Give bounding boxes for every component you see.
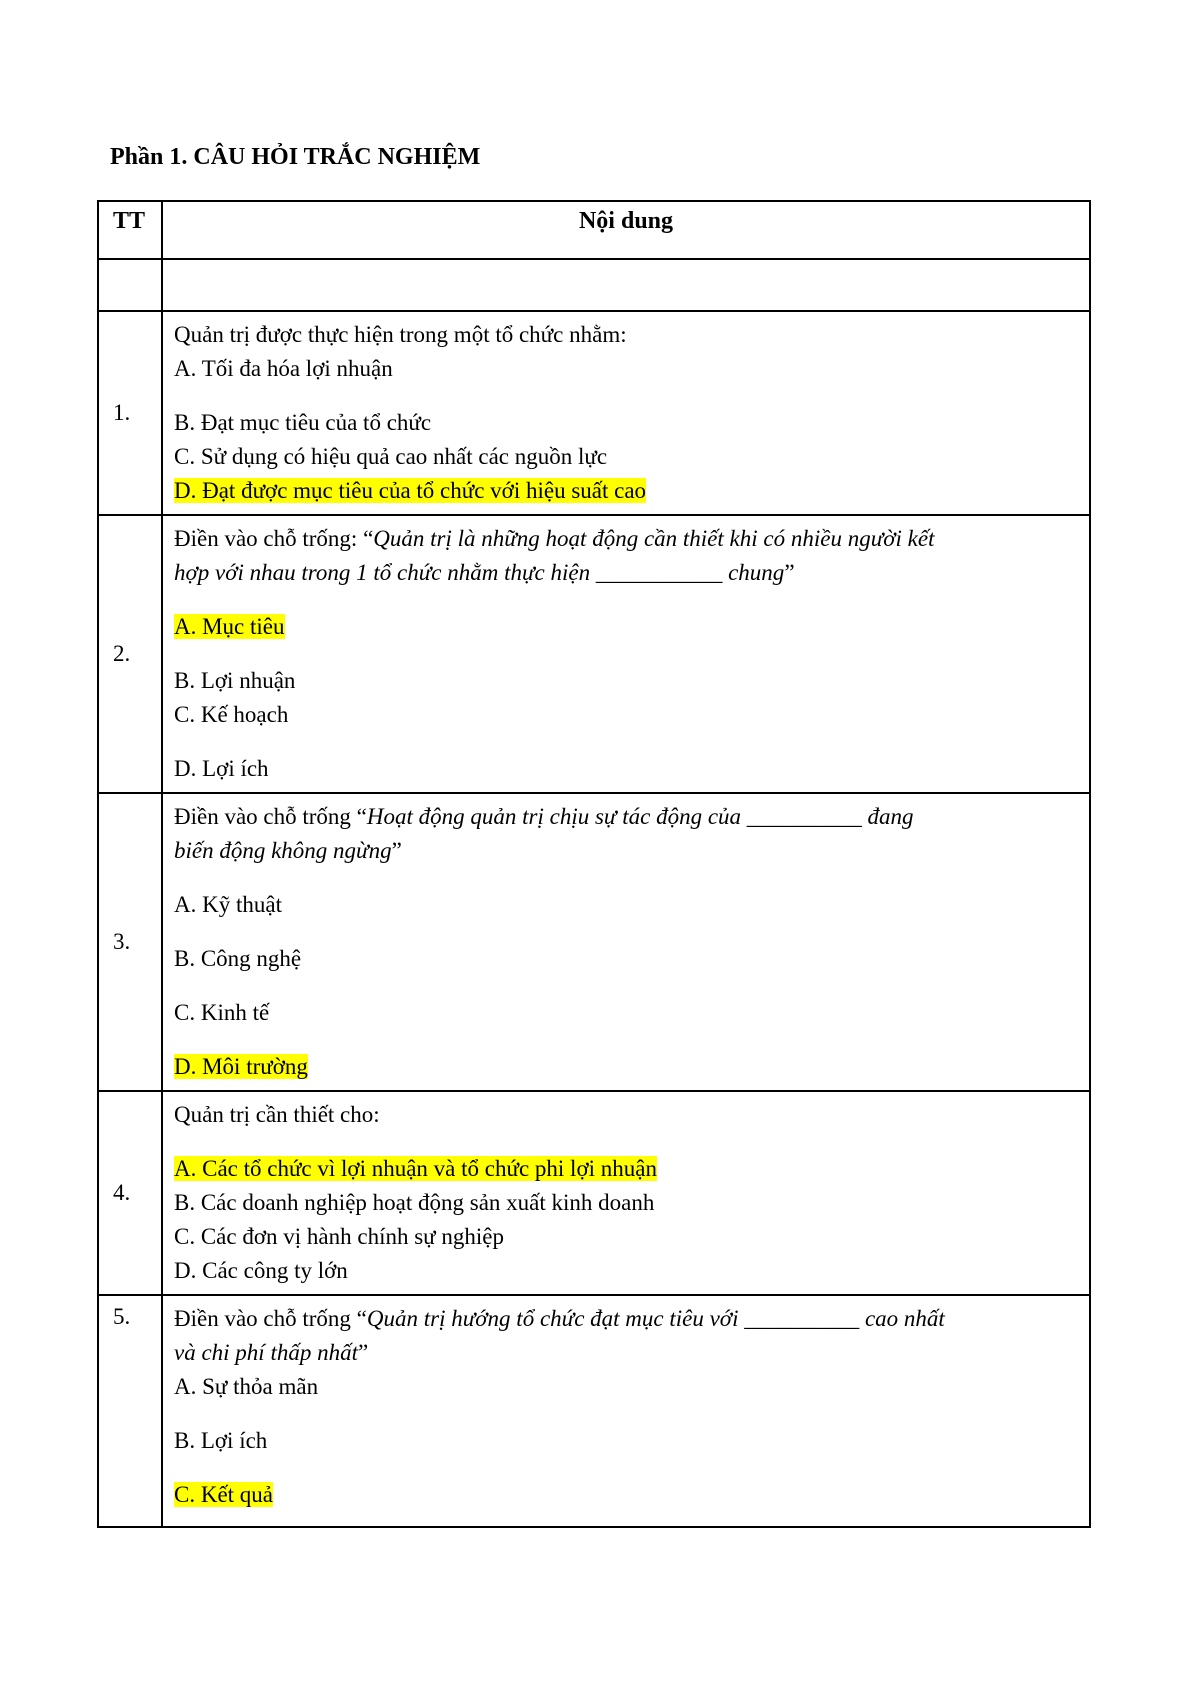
section-heading: Phần 1. CÂU HỎI TRẮC NGHIỆM: [110, 144, 481, 170]
question-number: 1.: [98, 311, 162, 515]
question-prompt-line-1: Điền vào chỗ trống: “Quản trị là những hoạt động cần thiết khi có nhiều người kết: [174, 526, 935, 551]
option-b: B. Lợi ích: [174, 1428, 268, 1453]
question-row: [98, 793, 1090, 1091]
empty-row: [98, 259, 1090, 311]
option-a-highlighted: A. Mục tiêu: [174, 614, 285, 639]
empty-cell-tt: [98, 259, 162, 311]
table-header-row: [98, 201, 1090, 259]
question-content: [162, 515, 1090, 793]
option-d: D. Lợi ích: [174, 756, 269, 781]
question-row: [98, 1091, 1090, 1295]
option-c: C. Các đơn vị hành chính sự nghiệp: [174, 1224, 504, 1249]
option-d-highlighted: D. Môi trường: [174, 1054, 308, 1079]
option-c: C. Sử dụng có hiệu quả cao nhất các nguồn lực: [174, 444, 608, 469]
question-number: 5.: [98, 1295, 162, 1527]
question-content: [162, 793, 1090, 1091]
option-a: A. Kỹ thuật: [174, 892, 282, 917]
header-content: Nội dung: [162, 201, 1090, 259]
question-prompt: Quản trị cần thiết cho:: [174, 1102, 380, 1127]
option-c: C. Kinh tế: [174, 1000, 270, 1025]
question-prompt-line-2: hợp với nhau trong 1 tổ chức nhằm thực hiện ___________ chung”: [174, 560, 795, 585]
option-b: B. Công nghệ: [174, 946, 302, 971]
question-prompt-line-2: biến động không ngừng”: [174, 838, 402, 863]
question-row: [98, 1295, 1090, 1527]
empty-cell-content: [162, 259, 1090, 311]
question-number: 2.: [98, 515, 162, 793]
question-row: [98, 515, 1090, 793]
option-a-highlighted: A. Các tổ chức vì lợi nhuận và tổ chức phi lợi nhuận: [174, 1156, 657, 1181]
option-a: A. Tối đa hóa lợi nhuận: [174, 356, 393, 381]
option-d: D. Các công ty lớn: [174, 1258, 348, 1283]
header-tt: TT: [98, 201, 162, 259]
question-content: [162, 311, 1090, 515]
option-b: B. Lợi nhuận: [174, 668, 296, 693]
question-prompt-line-2: và chi phí thấp nhất”: [174, 1340, 369, 1365]
option-b: B. Các doanh nghiệp hoạt động sản xuất kinh doanh: [174, 1190, 655, 1215]
question-prompt: Quản trị được thực hiện trong một tổ chức nhằm:: [174, 322, 627, 347]
quiz-table: [97, 200, 1091, 1528]
question-row: [98, 311, 1090, 515]
option-d-highlighted: D. Đạt được mục tiêu của tổ chức với hiệu suất cao: [174, 478, 647, 503]
option-c: C. Kế hoạch: [174, 702, 289, 727]
question-content: [162, 1091, 1090, 1295]
option-b: B. Đạt mục tiêu của tổ chức: [174, 410, 432, 435]
option-a: A. Sự thỏa mãn: [174, 1374, 319, 1399]
question-prompt-line-1: Điền vào chỗ trống “Hoạt động quản trị chịu sự tác động của __________ đang: [174, 804, 914, 829]
question-content: [162, 1295, 1090, 1527]
question-number: 3.: [98, 793, 162, 1091]
question-number: 4.: [98, 1091, 162, 1295]
question-prompt-line-1: Điền vào chỗ trống “Quản trị hướng tổ chức đạt mục tiêu với __________ cao nhất: [174, 1306, 945, 1331]
option-c-highlighted: C. Kết quả: [174, 1482, 274, 1507]
